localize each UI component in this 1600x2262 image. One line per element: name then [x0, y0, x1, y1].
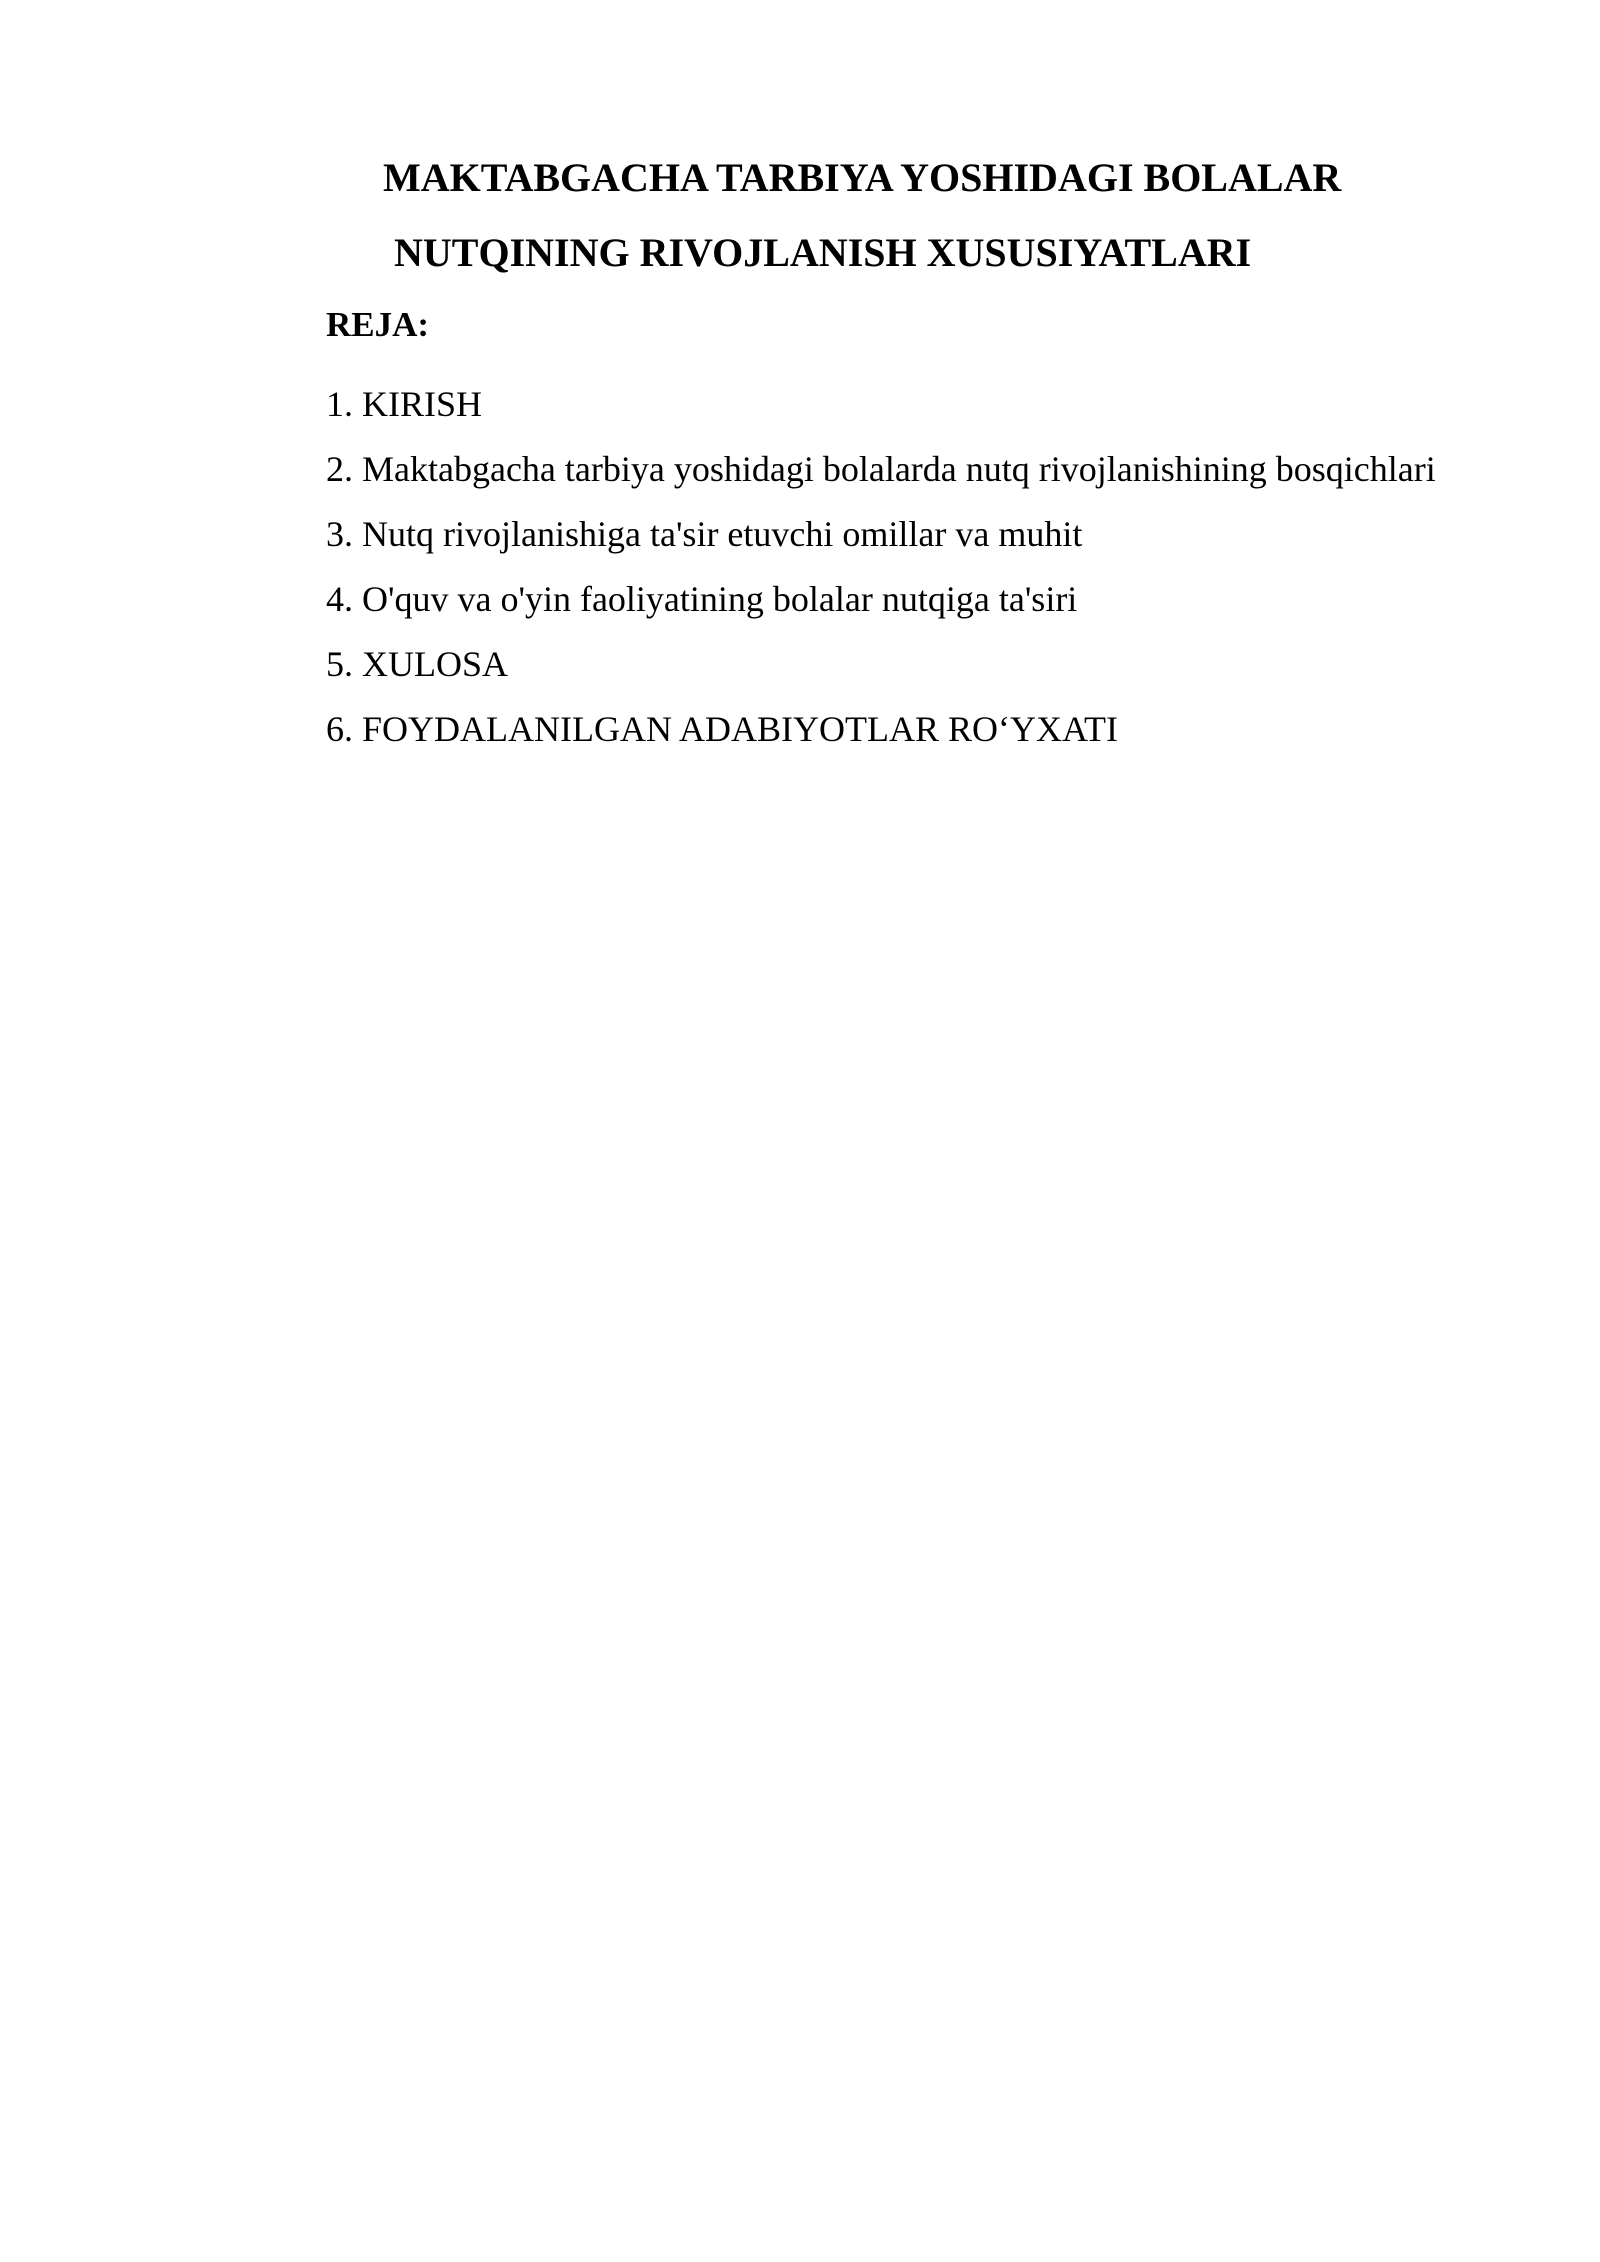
plan-item-speech-stages: 2. Maktabgacha tarbiya yoshidagi bolalarda nutq rivojlanishining bosqichlari [326, 449, 1436, 489]
plan-heading: REJA: [326, 305, 430, 344]
plan-item-xulosa: 5. XULOSA [326, 644, 509, 684]
document-title-line-2: NUTQINING RIVOJLANISH XUSUSIYATLARI [394, 230, 1252, 275]
plan-item-play-activity: 4. O'quv va o'yin faoliyatining bolalar nutqiga ta'siri [326, 579, 1078, 619]
plan-item-factors: 3. Nutq rivojlanishiga ta'sir etuvchi omillar va muhit [326, 514, 1083, 554]
plan-list [326, 372, 1436, 762]
document-title-line-1: MAKTABGACHA TARBIYA YOSHIDAGI BOLALAR [383, 155, 1342, 200]
plan-item-references: 6. FOYDALANILGAN ADABIYOTLAR RO‘YXATI [326, 709, 1118, 749]
plan-item-kirish: 1. KIRISH [326, 384, 483, 424]
